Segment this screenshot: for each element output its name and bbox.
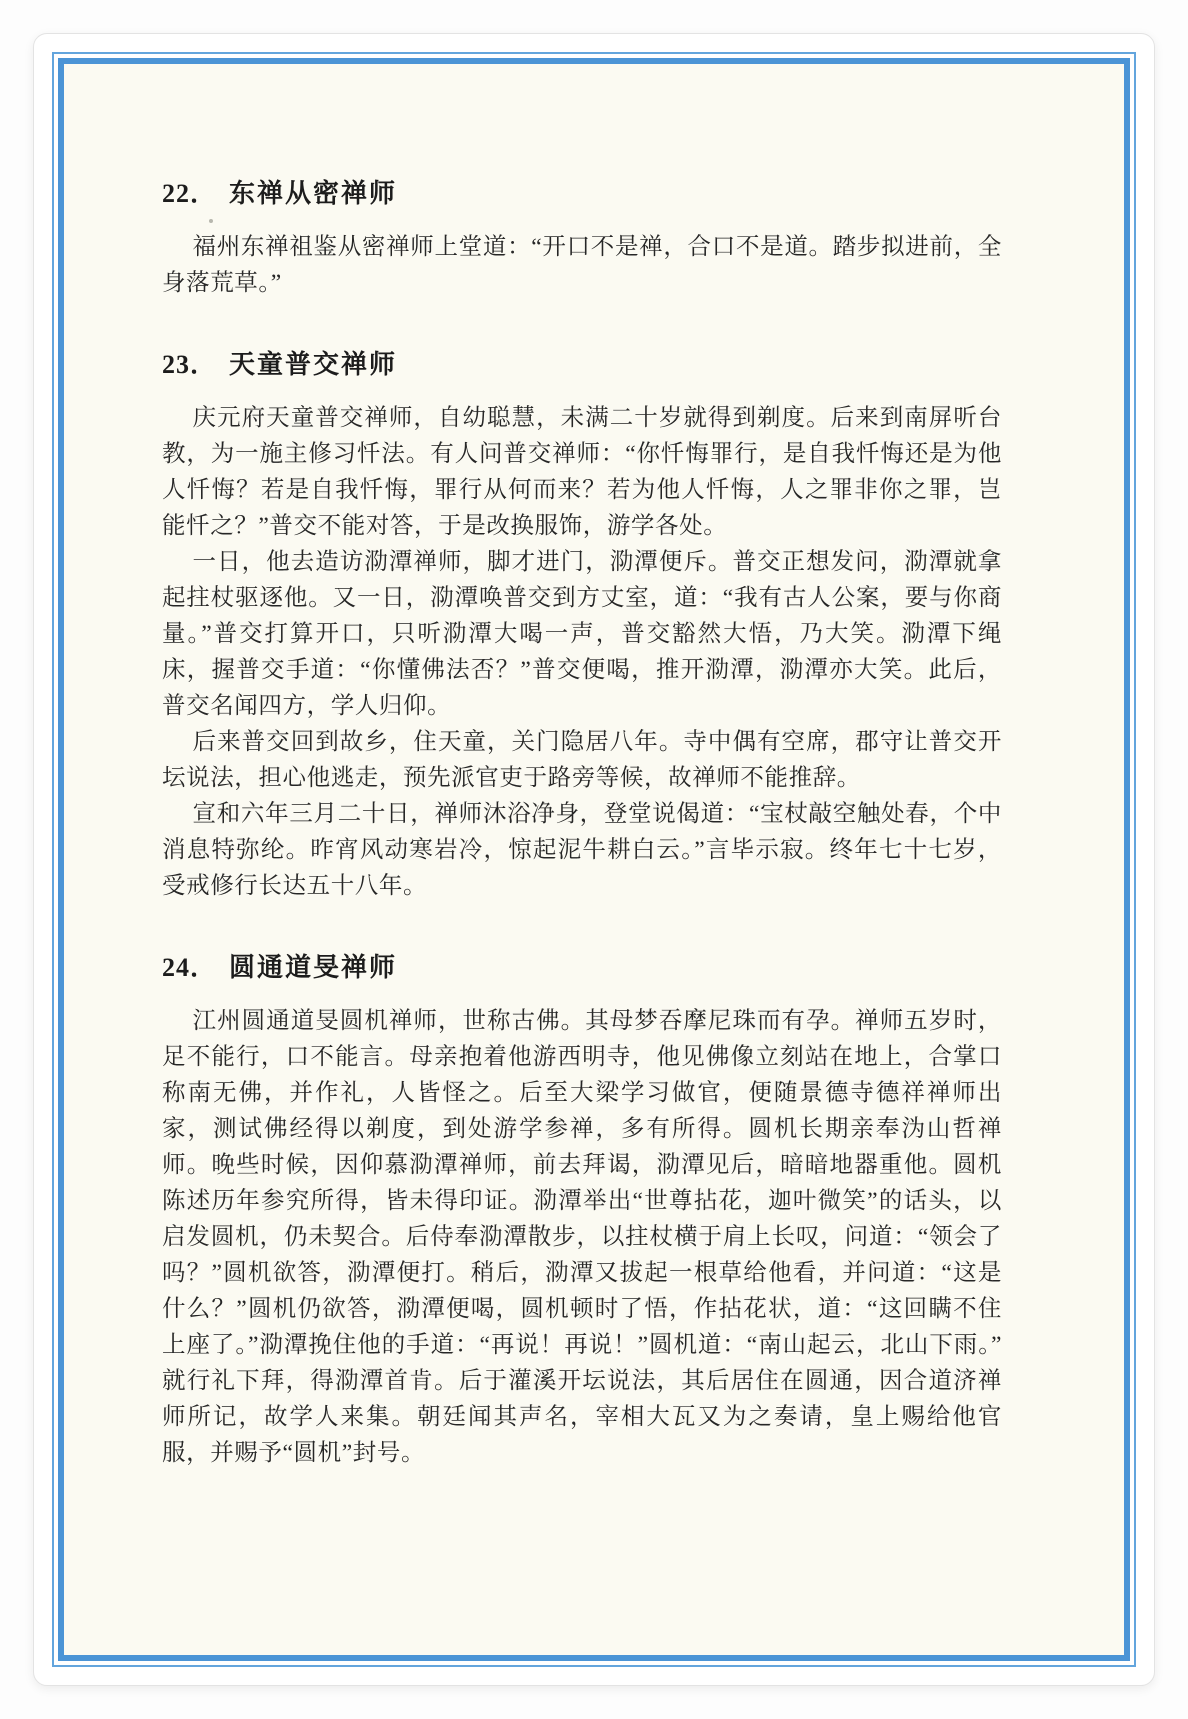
- paragraph: 后来普交回到故乡，住天童，关门隐居八年。寺中偶有空席，郡守让普交开坛说法，担心他逃走，预先派官吏于路旁等候，故禅师不能推辞。: [162, 729, 1002, 791]
- section-title: 圆通道旻禅师: [229, 952, 398, 982]
- scan-artifact-dot: [209, 219, 213, 223]
- text-section: [162, 950, 1002, 1471]
- section-number: 22．: [162, 179, 218, 208]
- paragraph: 江州圆通道旻圆机禅师，世称古佛。其母梦吞摩尼珠而有孕。禅师五岁时，足不能行，口不能言。母亲抱着他游西明寺，他见佛像立刻站在地上，合掌口称南无佛，并作礼，人皆怪之。后至大梁学习做官，便随景德寺德祥禅师出家，测试佛经得以剃度，到处游学参禅，多有所得。圆机长期亲奉沩山哲禅师。晚些时候，因仰慕泐潭禅师，前去拜谒，泐潭见后，暗暗地器重他。圆机陈述历年参究所得，皆未得印证。泐潭举出“世尊拈花，迦叶微笑”的话头，以启发圆机，仍未契合。后侍奉泐潭散步，以拄杖横于肩上长叹，问道：“领会了吗？”圆机欲答，泐潭便打。稍后，泐潭又拔起一根草给他看，并问道：“这是什么？”圆机仍欲答，泐潭便喝，圆机顿时了悟，作拈花状，道：“这回瞒不住上座了。”泐潭挽住他的手道：“再说！再说！”圆机道：“南山起云，北山下雨。”就行礼下拜，得泐潭首肯。后于灌溪开坛说法，其后居住在圆通，因合道济禅师所记，故学人来集。朝廷闻其声名，宰相大瓦又为之奏请，皇上赐给他官服，并赐予“圆机”封号。: [162, 1008, 1002, 1466]
- section-heading: [162, 347, 1002, 382]
- paragraph: 一日，他去造访泐潭禅师，脚才进门，泐潭便斥。普交正想发问，泐潭就拿起拄杖驱逐他。又一日，泐潭唤普交到方丈室，道：“我有古人公案，要与你商量。”普交打算开口，只听泐潭大喝一声，普交豁然大悟，乃大笑。泐潭下绳床，握普交手道：“你懂佛法否？”普交便喝，推开泐潭，泐潭亦大笑。此后，普交名闻四方，学人归仰。: [162, 549, 1002, 719]
- section-body: [162, 400, 1002, 904]
- section-title: 天童普交禅师: [229, 349, 398, 379]
- page-content: [64, 64, 1124, 1511]
- section-number: 23．: [162, 350, 218, 379]
- page-border-inner-line: [58, 58, 1130, 1661]
- paragraph: 宣和六年三月二十日，禅师沐浴净身，登堂说偈道：“宝杖敲空触处春，个中消息特弥纶。昨宵风动寒岩冷，惊起泥牛耕白云。”言毕示寂。终年七十七岁，受戒修行长达五十八年。: [162, 801, 1002, 899]
- paragraph: 福州东禅祖鉴从密禅师上堂道：“开口不是禅，合口不是道。踏步拟进前，全身落荒草。”: [162, 234, 1002, 296]
- section-title: 东禅从密禅师: [229, 178, 398, 208]
- text-section: [162, 176, 1002, 301]
- book-page-card: [33, 33, 1155, 1686]
- section-heading: [162, 950, 1002, 985]
- section-body: [162, 229, 1002, 301]
- section-heading: [162, 176, 1002, 211]
- text-section: [162, 347, 1002, 904]
- section-number: 24．: [162, 953, 218, 982]
- section-body: [162, 1003, 1002, 1471]
- page-border-outer-line: [52, 52, 1136, 1667]
- paragraph: 庆元府天童普交禅师，自幼聪慧，未满二十岁就得到剃度。后来到南屏听台教，为一施主修习忏法。有人问普交禅师：“你忏悔罪行，是自我忏悔还是为他人忏悔？若是自我忏悔，罪行从何而来？若为他人忏悔，人之罪非你之罪，岂能忏之？”普交不能对答，于是改换服饰，游学各处。: [162, 405, 1002, 539]
